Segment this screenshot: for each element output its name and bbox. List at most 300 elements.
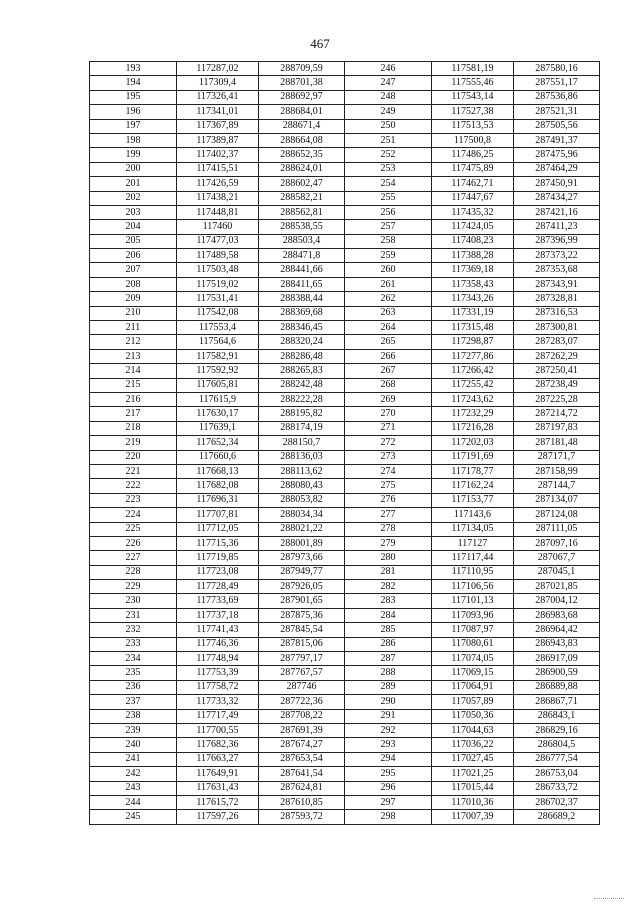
y-coordinate-cell: 287845,54 — [259, 623, 345, 637]
point-number-cell: 202 — [90, 191, 177, 205]
point-number-cell: 240 — [90, 738, 177, 752]
point-number-cell: 204 — [90, 220, 177, 234]
y-coordinate-cell: 287214,72 — [514, 407, 600, 421]
point-number-cell: 206 — [90, 249, 177, 263]
point-number-cell: 283 — [345, 594, 432, 608]
point-number-cell: 286 — [345, 637, 432, 651]
x-coordinate-cell: 117503,48 — [177, 263, 259, 277]
point-number-cell: 278 — [345, 522, 432, 536]
point-number-cell: 228 — [90, 565, 177, 579]
x-coordinate-cell: 117696,31 — [177, 493, 259, 507]
x-coordinate-cell: 117660,6 — [177, 450, 259, 464]
point-number-cell: 256 — [345, 205, 432, 219]
x-coordinate-cell: 117553,4 — [177, 321, 259, 335]
point-number-cell: 201 — [90, 177, 177, 191]
x-coordinate-cell: 117162,24 — [432, 479, 514, 493]
point-number-cell: 195 — [90, 90, 177, 104]
y-coordinate-cell: 287551,17 — [514, 76, 600, 90]
y-coordinate-cell: 286829,16 — [514, 723, 600, 737]
table-row — [90, 767, 600, 781]
point-number-cell: 230 — [90, 594, 177, 608]
y-coordinate-cell: 288441,66 — [259, 263, 345, 277]
point-number-cell: 207 — [90, 263, 177, 277]
x-coordinate-cell: 117707,81 — [177, 508, 259, 522]
x-coordinate-cell: 117682,08 — [177, 479, 259, 493]
point-number-cell: 214 — [90, 364, 177, 378]
table-row — [90, 594, 600, 608]
point-number-cell: 285 — [345, 623, 432, 637]
point-number-cell: 277 — [345, 508, 432, 522]
x-coordinate-cell: 117564,6 — [177, 335, 259, 349]
point-number-cell: 233 — [90, 637, 177, 651]
point-number-cell: 238 — [90, 709, 177, 723]
y-coordinate-cell: 288602,47 — [259, 177, 345, 191]
point-number-cell: 213 — [90, 349, 177, 363]
y-coordinate-cell: 287610,85 — [259, 795, 345, 809]
y-coordinate-cell: 288113,62 — [259, 464, 345, 478]
point-number-cell: 276 — [345, 493, 432, 507]
x-coordinate-cell: 117232,29 — [432, 407, 514, 421]
y-coordinate-cell: 288664,08 — [259, 133, 345, 147]
x-coordinate-cell: 117277,86 — [432, 349, 514, 363]
y-coordinate-cell: 288369,68 — [259, 306, 345, 320]
point-number-cell: 262 — [345, 292, 432, 306]
x-coordinate-cell: 117733,69 — [177, 594, 259, 608]
y-coordinate-cell: 287641,54 — [259, 767, 345, 781]
table-row — [90, 680, 600, 694]
y-coordinate-cell: 287973,66 — [259, 551, 345, 565]
x-coordinate-cell: 117202,03 — [432, 436, 514, 450]
x-coordinate-cell: 117044,63 — [432, 723, 514, 737]
point-number-cell: 255 — [345, 191, 432, 205]
point-number-cell: 200 — [90, 162, 177, 176]
x-coordinate-cell: 117741,43 — [177, 623, 259, 637]
x-coordinate-cell: 117298,87 — [432, 335, 514, 349]
table-row — [90, 723, 600, 737]
table-row — [90, 62, 600, 76]
y-coordinate-cell: 287901,65 — [259, 594, 345, 608]
point-number-cell: 279 — [345, 536, 432, 550]
table-row — [90, 119, 600, 133]
point-number-cell: 248 — [345, 90, 432, 104]
x-coordinate-cell: 117036,22 — [432, 738, 514, 752]
y-coordinate-cell: 287691,39 — [259, 723, 345, 737]
point-number-cell: 249 — [345, 105, 432, 119]
y-coordinate-cell: 287674,27 — [259, 738, 345, 752]
table-row — [90, 76, 600, 90]
point-number-cell: 239 — [90, 723, 177, 737]
x-coordinate-cell: 117597,26 — [177, 810, 259, 824]
point-number-cell: 209 — [90, 292, 177, 306]
point-number-cell: 266 — [345, 349, 432, 363]
y-coordinate-cell: 288503,4 — [259, 234, 345, 248]
table-row — [90, 191, 600, 205]
y-coordinate-cell: 288388,44 — [259, 292, 345, 306]
point-number-cell: 194 — [90, 76, 177, 90]
y-coordinate-cell: 286900,59 — [514, 666, 600, 680]
y-coordinate-cell: 287815,06 — [259, 637, 345, 651]
x-coordinate-cell: 117500,8 — [432, 133, 514, 147]
y-coordinate-cell: 288320,24 — [259, 335, 345, 349]
y-coordinate-cell: 288538,55 — [259, 220, 345, 234]
table-row — [90, 580, 600, 594]
x-coordinate-cell: 117110,95 — [432, 565, 514, 579]
y-coordinate-cell: 287396,99 — [514, 234, 600, 248]
y-coordinate-cell: 288001,89 — [259, 536, 345, 550]
x-coordinate-cell: 117424,05 — [432, 220, 514, 234]
table-row — [90, 493, 600, 507]
y-coordinate-cell: 287328,81 — [514, 292, 600, 306]
x-coordinate-cell: 117178,77 — [432, 464, 514, 478]
point-number-cell: 264 — [345, 321, 432, 335]
y-coordinate-cell: 287238,49 — [514, 378, 600, 392]
x-coordinate-cell: 117728,49 — [177, 580, 259, 594]
y-coordinate-cell: 287767,57 — [259, 666, 345, 680]
point-number-cell: 226 — [90, 536, 177, 550]
y-coordinate-cell: 287171,7 — [514, 450, 600, 464]
table-row — [90, 652, 600, 666]
table-row — [90, 479, 600, 493]
y-coordinate-cell: 287875,36 — [259, 608, 345, 622]
point-number-cell: 215 — [90, 378, 177, 392]
point-number-cell: 268 — [345, 378, 432, 392]
y-coordinate-cell: 288652,35 — [259, 148, 345, 162]
x-coordinate-cell: 117358,43 — [432, 277, 514, 291]
y-coordinate-cell: 288671,4 — [259, 119, 345, 133]
point-number-cell: 208 — [90, 277, 177, 291]
table-row — [90, 666, 600, 680]
y-coordinate-cell: 286804,5 — [514, 738, 600, 752]
point-number-cell: 265 — [345, 335, 432, 349]
point-number-cell: 252 — [345, 148, 432, 162]
point-number-cell: 223 — [90, 493, 177, 507]
x-coordinate-cell: 117513,53 — [432, 119, 514, 133]
y-coordinate-cell: 287283,07 — [514, 335, 600, 349]
table-row — [90, 162, 600, 176]
table-row — [90, 810, 600, 824]
point-number-cell: 220 — [90, 450, 177, 464]
point-number-cell: 261 — [345, 277, 432, 291]
x-coordinate-cell: 117315,48 — [432, 321, 514, 335]
x-coordinate-cell: 117426,59 — [177, 177, 259, 191]
y-coordinate-cell: 287300,81 — [514, 321, 600, 335]
table-row — [90, 148, 600, 162]
y-coordinate-cell: 287593,72 — [259, 810, 345, 824]
point-number-cell: 229 — [90, 580, 177, 594]
y-coordinate-cell: 287045,1 — [514, 565, 600, 579]
x-coordinate-cell: 117700,55 — [177, 723, 259, 737]
point-number-cell: 275 — [345, 479, 432, 493]
x-coordinate-cell: 117309,4 — [177, 76, 259, 90]
point-number-cell: 257 — [345, 220, 432, 234]
x-coordinate-cell: 117007,39 — [432, 810, 514, 824]
point-number-cell: 247 — [345, 76, 432, 90]
point-number-cell: 287 — [345, 652, 432, 666]
y-coordinate-cell: 288080,43 — [259, 479, 345, 493]
x-coordinate-cell: 117367,89 — [177, 119, 259, 133]
y-coordinate-cell: 288242,48 — [259, 378, 345, 392]
table-row — [90, 464, 600, 478]
table-row — [90, 263, 600, 277]
x-coordinate-cell: 117668,13 — [177, 464, 259, 478]
x-coordinate-cell: 117649,91 — [177, 767, 259, 781]
coordinates-table-body — [90, 62, 600, 825]
point-number-cell: 221 — [90, 464, 177, 478]
x-coordinate-cell: 117326,41 — [177, 90, 259, 104]
x-coordinate-cell: 117543,14 — [432, 90, 514, 104]
y-coordinate-cell: 286964,42 — [514, 623, 600, 637]
x-coordinate-cell: 117652,34 — [177, 436, 259, 450]
point-number-cell: 242 — [90, 767, 177, 781]
y-coordinate-cell: 287197,83 — [514, 421, 600, 435]
table-row — [90, 695, 600, 709]
point-number-cell: 235 — [90, 666, 177, 680]
table-row — [90, 536, 600, 550]
point-number-cell: 196 — [90, 105, 177, 119]
point-number-cell: 227 — [90, 551, 177, 565]
y-coordinate-cell: 286917,09 — [514, 652, 600, 666]
table-row — [90, 90, 600, 104]
x-coordinate-cell: 117343,26 — [432, 292, 514, 306]
y-coordinate-cell: 287111,05 — [514, 522, 600, 536]
point-number-cell: 218 — [90, 421, 177, 435]
y-coordinate-cell: 288021,22 — [259, 522, 345, 536]
y-coordinate-cell: 286889,88 — [514, 680, 600, 694]
point-number-cell: 212 — [90, 335, 177, 349]
point-number-cell: 234 — [90, 652, 177, 666]
y-coordinate-cell: 288034,34 — [259, 508, 345, 522]
x-coordinate-cell: 117341,01 — [177, 105, 259, 119]
x-coordinate-cell: 117462,71 — [432, 177, 514, 191]
x-coordinate-cell: 117531,41 — [177, 292, 259, 306]
point-number-cell: 273 — [345, 450, 432, 464]
point-number-cell: 258 — [345, 234, 432, 248]
x-coordinate-cell: 117486,25 — [432, 148, 514, 162]
x-coordinate-cell: 117435,32 — [432, 205, 514, 219]
y-coordinate-cell: 286777,54 — [514, 752, 600, 766]
x-coordinate-cell: 117615,9 — [177, 392, 259, 406]
y-coordinate-cell: 286702,37 — [514, 795, 600, 809]
x-coordinate-cell: 117748,94 — [177, 652, 259, 666]
x-coordinate-cell: 117475,89 — [432, 162, 514, 176]
x-coordinate-cell: 117266,42 — [432, 364, 514, 378]
x-coordinate-cell: 117448,81 — [177, 205, 259, 219]
point-number-cell: 222 — [90, 479, 177, 493]
x-coordinate-cell: 117069,15 — [432, 666, 514, 680]
x-coordinate-cell: 117719,85 — [177, 551, 259, 565]
y-coordinate-cell: 288411,65 — [259, 277, 345, 291]
x-coordinate-cell: 117415,51 — [177, 162, 259, 176]
y-coordinate-cell: 287097,16 — [514, 536, 600, 550]
point-number-cell: 224 — [90, 508, 177, 522]
y-coordinate-cell: 287124,08 — [514, 508, 600, 522]
point-number-cell: 272 — [345, 436, 432, 450]
y-coordinate-cell: 286733,72 — [514, 781, 600, 795]
table-row — [90, 709, 600, 723]
y-coordinate-cell: 288346,45 — [259, 321, 345, 335]
table-row — [90, 392, 600, 406]
x-coordinate-cell: 117057,89 — [432, 695, 514, 709]
point-number-cell: 297 — [345, 795, 432, 809]
x-coordinate-cell: 117389,87 — [177, 133, 259, 147]
point-number-cell: 296 — [345, 781, 432, 795]
page-number: 467 — [310, 36, 330, 51]
y-coordinate-cell: 287262,29 — [514, 349, 600, 363]
point-number-cell: 231 — [90, 608, 177, 622]
x-coordinate-cell: 117542,08 — [177, 306, 259, 320]
y-coordinate-cell: 287464,29 — [514, 162, 600, 176]
point-number-cell: 281 — [345, 565, 432, 579]
x-coordinate-cell: 117489,58 — [177, 249, 259, 263]
point-number-cell: 225 — [90, 522, 177, 536]
y-coordinate-cell: 287505,56 — [514, 119, 600, 133]
x-coordinate-cell: 117101,13 — [432, 594, 514, 608]
x-coordinate-cell: 117191,69 — [432, 450, 514, 464]
x-coordinate-cell: 117663,27 — [177, 752, 259, 766]
y-coordinate-cell: 288684,01 — [259, 105, 345, 119]
x-coordinate-cell: 117723,08 — [177, 565, 259, 579]
table-row — [90, 177, 600, 191]
point-number-cell: 203 — [90, 205, 177, 219]
table-row — [90, 105, 600, 119]
table-row — [90, 781, 600, 795]
y-coordinate-cell: 287536,86 — [514, 90, 600, 104]
x-coordinate-cell: 117010,36 — [432, 795, 514, 809]
table-row — [90, 378, 600, 392]
point-number-cell: 274 — [345, 464, 432, 478]
x-coordinate-cell: 117255,42 — [432, 378, 514, 392]
x-coordinate-cell: 117087,97 — [432, 623, 514, 637]
y-coordinate-cell: 288701,38 — [259, 76, 345, 90]
y-coordinate-cell: 288582,21 — [259, 191, 345, 205]
y-coordinate-cell: 286867,71 — [514, 695, 600, 709]
table-row — [90, 637, 600, 651]
point-number-cell: 263 — [345, 306, 432, 320]
y-coordinate-cell: 287580,16 — [514, 62, 600, 76]
point-number-cell: 291 — [345, 709, 432, 723]
y-coordinate-cell: 287353,68 — [514, 263, 600, 277]
y-coordinate-cell: 288624,01 — [259, 162, 345, 176]
x-coordinate-cell: 117438,21 — [177, 191, 259, 205]
point-number-cell: 288 — [345, 666, 432, 680]
x-coordinate-cell: 117287,02 — [177, 62, 259, 76]
y-coordinate-cell: 287949,77 — [259, 565, 345, 579]
point-number-cell: 243 — [90, 781, 177, 795]
x-coordinate-cell: 117753,39 — [177, 666, 259, 680]
y-coordinate-cell: 288222,28 — [259, 392, 345, 406]
table-row — [90, 608, 600, 622]
x-coordinate-cell: 117715,36 — [177, 536, 259, 550]
x-coordinate-cell: 117127 — [432, 536, 514, 550]
point-number-cell: 237 — [90, 695, 177, 709]
table-row — [90, 277, 600, 291]
y-coordinate-cell: 287411,23 — [514, 220, 600, 234]
point-number-cell: 294 — [345, 752, 432, 766]
x-coordinate-cell: 117605,81 — [177, 378, 259, 392]
y-coordinate-cell: 288053,82 — [259, 493, 345, 507]
y-coordinate-cell: 287421,16 — [514, 205, 600, 219]
x-coordinate-cell: 117021,25 — [432, 767, 514, 781]
point-number-cell: 217 — [90, 407, 177, 421]
y-coordinate-cell: 288195,82 — [259, 407, 345, 421]
x-coordinate-cell: 117402,37 — [177, 148, 259, 162]
y-coordinate-cell: 287746 — [259, 680, 345, 694]
point-number-cell: 251 — [345, 133, 432, 147]
point-number-cell: 198 — [90, 133, 177, 147]
y-coordinate-cell: 287434,27 — [514, 191, 600, 205]
x-coordinate-cell: 117460 — [177, 220, 259, 234]
point-number-cell: 236 — [90, 680, 177, 694]
y-coordinate-cell: 287144,7 — [514, 479, 600, 493]
table-row — [90, 623, 600, 637]
x-coordinate-cell: 117581,19 — [432, 62, 514, 76]
table-row — [90, 522, 600, 536]
table-row — [90, 133, 600, 147]
x-coordinate-cell: 117527,38 — [432, 105, 514, 119]
y-coordinate-cell: 287722,36 — [259, 695, 345, 709]
table-row — [90, 234, 600, 248]
x-coordinate-cell: 117631,43 — [177, 781, 259, 795]
table-row — [90, 220, 600, 234]
y-coordinate-cell: 287316,53 — [514, 306, 600, 320]
x-coordinate-cell: 117630,17 — [177, 407, 259, 421]
point-number-cell: 271 — [345, 421, 432, 435]
x-coordinate-cell: 117243,62 — [432, 392, 514, 406]
y-coordinate-cell: 286843,1 — [514, 709, 600, 723]
x-coordinate-cell: 117074,05 — [432, 652, 514, 666]
y-coordinate-cell: 287225,28 — [514, 392, 600, 406]
table-row — [90, 306, 600, 320]
x-coordinate-cell: 117639,1 — [177, 421, 259, 435]
table-row — [90, 551, 600, 565]
point-number-cell: 284 — [345, 608, 432, 622]
y-coordinate-cell: 288562,81 — [259, 205, 345, 219]
y-coordinate-cell: 288265,83 — [259, 364, 345, 378]
point-number-cell: 292 — [345, 723, 432, 737]
table-row — [90, 321, 600, 335]
y-coordinate-cell: 288286,48 — [259, 349, 345, 363]
table-row — [90, 407, 600, 421]
coordinates-table — [89, 61, 600, 825]
y-coordinate-cell: 288692,97 — [259, 90, 345, 104]
point-number-cell: 244 — [90, 795, 177, 809]
x-coordinate-cell: 117216,28 — [432, 421, 514, 435]
y-coordinate-cell: 287134,07 — [514, 493, 600, 507]
table-row — [90, 738, 600, 752]
point-number-cell: 298 — [345, 810, 432, 824]
y-coordinate-cell: 288136,03 — [259, 450, 345, 464]
point-number-cell: 267 — [345, 364, 432, 378]
point-number-cell: 280 — [345, 551, 432, 565]
table-row — [90, 450, 600, 464]
y-coordinate-cell: 287475,96 — [514, 148, 600, 162]
x-coordinate-cell: 117477,03 — [177, 234, 259, 248]
table-row — [90, 752, 600, 766]
x-coordinate-cell: 117064,91 — [432, 680, 514, 694]
point-number-cell: 254 — [345, 177, 432, 191]
x-coordinate-cell: 117408,23 — [432, 234, 514, 248]
y-coordinate-cell: 287021,85 — [514, 580, 600, 594]
y-coordinate-cell: 287450,91 — [514, 177, 600, 191]
y-coordinate-cell: 287067,7 — [514, 551, 600, 565]
x-coordinate-cell: 117758,72 — [177, 680, 259, 694]
y-coordinate-cell: 288150,7 — [259, 436, 345, 450]
table-row — [90, 436, 600, 450]
point-number-cell: 241 — [90, 752, 177, 766]
y-coordinate-cell: 287158,99 — [514, 464, 600, 478]
point-number-cell: 250 — [345, 119, 432, 133]
y-coordinate-cell: 287624,81 — [259, 781, 345, 795]
